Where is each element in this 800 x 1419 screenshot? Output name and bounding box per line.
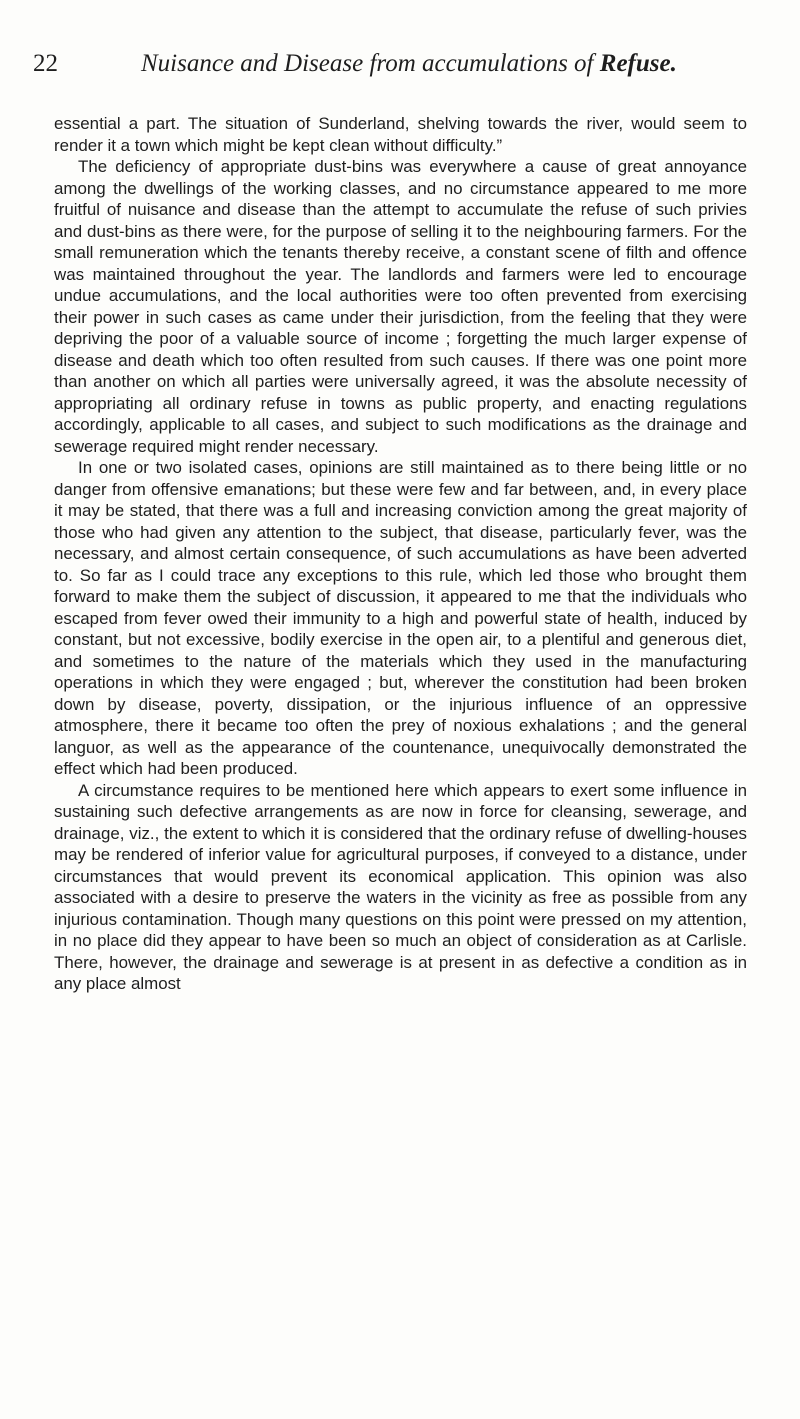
paragraph-continuation: essential a part. The situation of Sunderland, shelving towards the river, would seem to render it a town which might be kept clean without difficulty.” xyxy=(54,114,747,155)
running-title-main: Nuisance and Disease from accumulations of xyxy=(141,50,600,77)
body-text xyxy=(54,113,747,995)
page-number: 22 xyxy=(33,50,58,77)
running-title xyxy=(141,48,677,80)
paragraph-dust-bins: The deficiency of appropriate dust-bins was everywhere a cause of great annoyance among the dwellings of the working classes, and no circumstance appeared to me more fruitful of nuisance and disease than the attempt to accumulate the refuse of such privies and dust-bins as there were, for the purpose of selling it to the neighbouring farmers. For the small remuneration which the tenants thereby receive, a constant scene of filth and offence was maintained throughout the year. The landlords and farmers were led to encourage undue accumulations, and the local authorities were too often prevented from exercising their power in such cases as came under their jurisdiction, from the feeling that they were depriving the poor of a valuable source of income ; forgetting the much larger expense of disease and death which too often resulted from such causes. If there was one point more than another on which all parties were universally agreed, it was the absolute necessity of appropriating all ordinary refuse in towns as public property, and enacting regulations accordingly, applicable to all cases, and subject to such modifications as the drainage and sewerage required might render necessary. xyxy=(54,157,747,456)
running-title-emphasis: Refuse. xyxy=(599,50,677,77)
paragraph-emanations: In one or two isolated cases, opinions are still maintained as to there being little or no danger from offensive emanations; but these were few and far between, and, in every place it may be stated, that there was a full and increasing conviction among the great majority of those who had given any attention to the subject, that disease, particularly fever, was the necessary, and almost certain consequence, of such accumulations as have been adverted to. So far as I could trace any exceptions to this rule, which led those who brought them forward to make them the subject of discussion, it appeared to me that the individuals who escaped from fever owed their immunity to a high and powerful state of health, induced by constant, but not excessive, bodily exercise in the open air, to a plentiful and generous diet, and sometimes to the nature of the materials which they used in the manufacturing operations in which they were engaged ; but, wherever the constitution had been broken down by disease, poverty, dissipation, or the injurious influence of an oppressive atmosphere, there it became too often the prey of noxious exhalations ; and the general languor, as well as the appearance of the countenance, unequivocally demonstrated the effect which had been produced. xyxy=(54,458,747,778)
paragraph-agricultural-value: A circumstance requires to be mentioned here which appears to exert some influence in sustaining such defective arrangements as are now in force for cleansing, sewerage, and drainage, viz., the extent to which it is considered that the ordinary refuse of dwelling-houses may be rendered of inferior value for agricultural purposes, if conveyed to a distance, under circumstances that would prevent its economical application. This opinion was also associated with a desire to preserve the waters in the vicinity as free as possible from any injurious contamination. Though many questions on this point were pressed on my attention, in no place did they appear to have been so much an object of consideration as at Carlisle. There, however, the drainage and sewerage is at present in as defective a condition as in any place almost xyxy=(54,780,747,993)
page-header xyxy=(33,48,753,88)
